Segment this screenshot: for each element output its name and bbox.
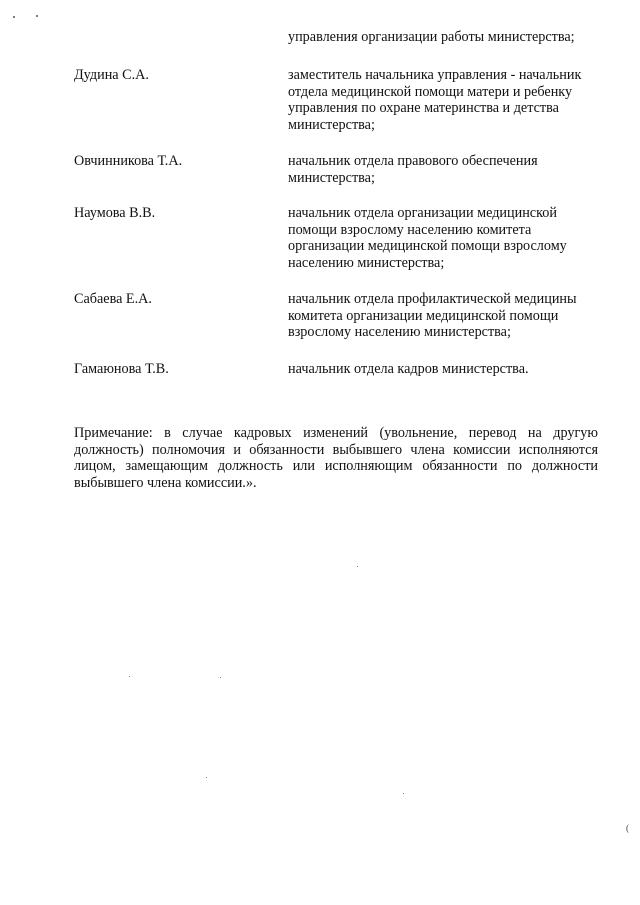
scan-speck bbox=[13, 16, 15, 18]
member-name: Сабаева Е.А. bbox=[74, 291, 152, 307]
member-role: заместитель начальника управления - начальник отдела медицинской помощи матери и ребенку управления по охране материнства и детства министерства; bbox=[288, 67, 582, 133]
note-paragraph: Примечание: в случае кадровых изменений (увольнение, перевод на другую должность) полномочия и обязанности выбывшего члена комиссии исполняются лицом, замещающим должность или исполняющим обязанности по должности выбывшего члена комиссии.». bbox=[74, 425, 598, 491]
scan-speck bbox=[36, 15, 38, 17]
member-role: начальник отдела правового обеспечения министерства; bbox=[288, 153, 538, 186]
member-name: Овчинникова Т.А. bbox=[74, 153, 183, 169]
member-name: Гамаюнова Т.В. bbox=[74, 361, 169, 377]
scan-speck bbox=[357, 566, 358, 567]
member-role: начальник отдела кадров министерства. bbox=[288, 361, 529, 377]
member-role: начальник отдела организации медицинской помощи взрослому населению комитета организации медицинской помощи взрослому населению министерства; bbox=[288, 205, 567, 271]
scan-speck bbox=[129, 676, 130, 677]
member-name: Дудина С.А. bbox=[74, 67, 149, 83]
scan-speck bbox=[220, 677, 221, 678]
member-role: начальник отдела профилактической медицины комитета организации медицинской помощи взрослому населению министерства; bbox=[288, 291, 577, 341]
member-name: Наумова В.В. bbox=[74, 205, 156, 221]
scan-speck bbox=[403, 793, 404, 794]
page-edge-mark: ( bbox=[626, 823, 629, 833]
scan-speck bbox=[206, 777, 207, 778]
continuation-line: управления организации работы министерства; bbox=[288, 29, 575, 45]
